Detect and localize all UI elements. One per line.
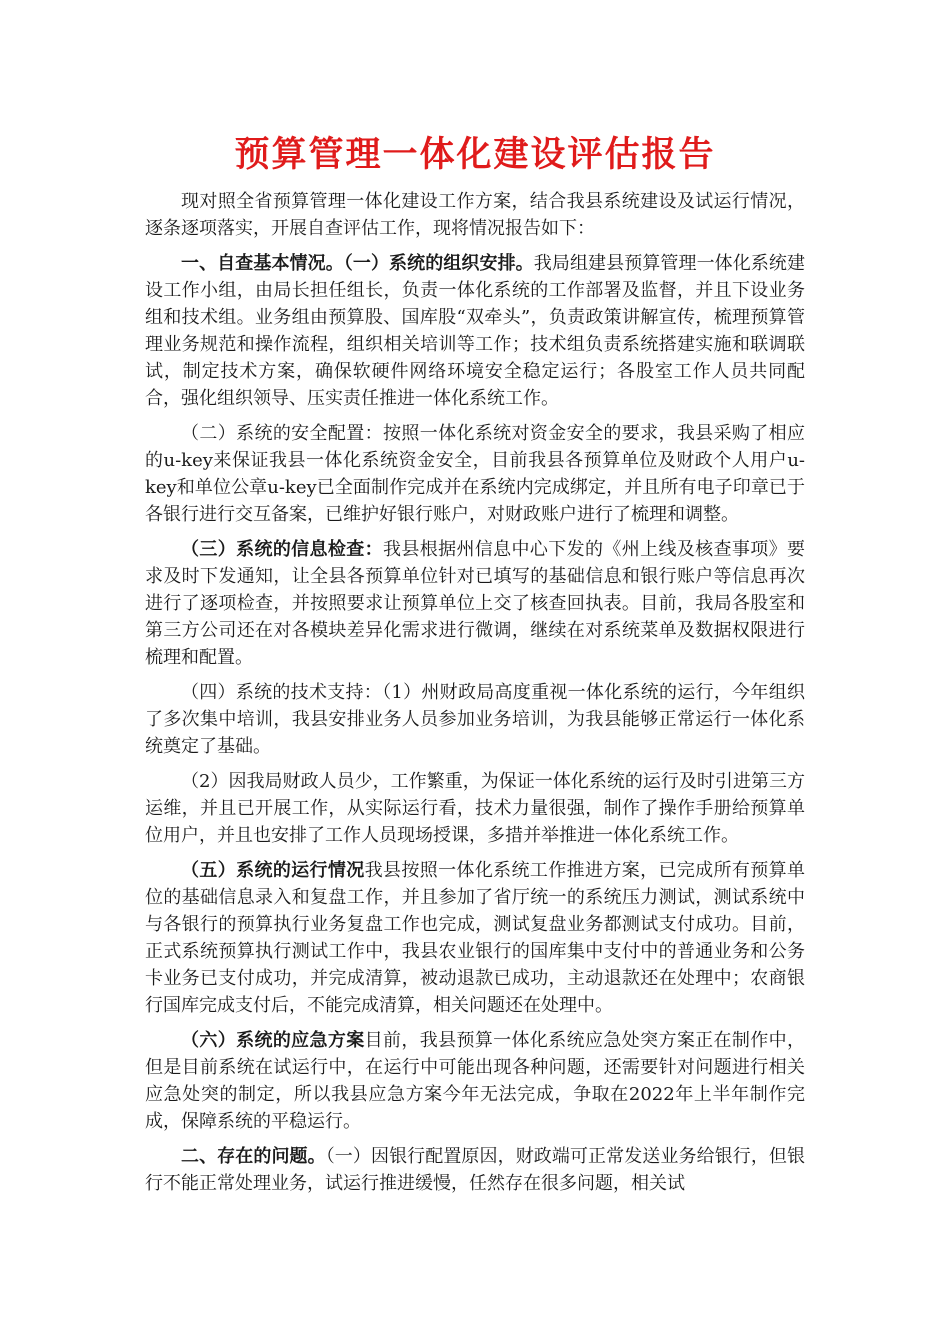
sub3-text: 我县根据州信息中心下发的《州上线及核查事项》要求及时下发通知，让全县各预算单位针对已填写的基础信息和银行账户等信息再次进行了逐项检查，并按照要求让预算单位上交了核查回执表。目前，我局各股室和第三方公司还在对各模块差异化需求进行微调，继续在对系统菜单及数据权限进行梳理和配置。 [145, 539, 805, 668]
sub5-text: 我县按照一体化系统工作推进方案，已完成所有预算单位的基础信息录入和复盘工作，并且参加了省厅统一的系统压力测试，测试系统中与各银行的预算执行业务复盘工作也完成，测试复盘业务都测试支付成功。目前，正式系统预算执行测试工作中，我县农业银行的国库集中支付中的普通业务和公务卡业务已支付成功，并完成清算，被动退款已成功，主动退款还在处理中；农商银行国库完成支付后，不能完成清算，相关问题还在处理中。 [145, 860, 806, 1016]
document-body [145, 188, 805, 1205]
sub6-paragraph [145, 1027, 805, 1135]
sub4-text-2: （2）因我局财政人员少，工作繁重，为保证一体化系统的运行及时引进第三方运维，并且已开展工作，从实际运行看，技术力量很强，制作了操作手册给预算单位用户，并且也安排了工作人员现场授课，多措并举推进一体化系统工作。 [145, 771, 805, 846]
sub3-paragraph [145, 536, 805, 671]
sub5-paragraph [145, 857, 805, 1019]
sub1-heading: （一）系统的组织安排。 [343, 253, 534, 274]
section2-paragraph [145, 1143, 805, 1197]
sub2-paragraph [145, 420, 805, 528]
document-title: 预算管理一体化建设评估报告 [234, 134, 716, 175]
section2-heading: 二、存在的问题。 [181, 1146, 326, 1167]
sub4-paragraph [145, 679, 805, 760]
section1-sub1-paragraph [145, 250, 805, 412]
section1-heading: 一、自查基本情况。 [181, 253, 344, 274]
sub5-heading: （五）系统的运行情况 [181, 860, 365, 881]
section2-text: （一）因银行配置原因，财政端可正常发送业务给银行，但银行不能正常处理业务，试运行推进缓慢，任然存在很多问题，相关试 [145, 1146, 806, 1194]
sub6-text: 目前，我县预算一体化系统应急处突方案正在制作中，但是目前系统在试运行中，在运行中可能出现各种问题，还需要针对问题进行相关应急处突的制定，所以我县应急方案今年无法完成，争取在2022年上半年制作完成，保障系统的平稳运行。 [145, 1030, 806, 1132]
intro-paragraph [145, 188, 805, 242]
sub1-text: 我局组建县预算管理一体化系统建设工作小组，由局长担任组长，负责一体化系统的工作部署及监督，并且下设业务组和技术组。业务组由预算股、国库股“双牵头”，负责政策讲解宣传，梳理预算管理业务规范和操作流程，组织相关培训等工作；技术组负责系统搭建实施和联调联试，制定技术方案，确保软硬件网络环境安全稳定运行；各股室工作人员共同配合，强化组织领导、压实责任推进一体化系统工作。 [145, 253, 806, 409]
sub3-heading: （三）系统的信息检查： [181, 539, 383, 560]
sub2-text: （二）系统的安全配置：按照一体化系统对资金安全的要求，我县采购了相应的u-key来保证我县一体化系统资金安全，目前我县各预算单位及财政个人用户u-key和单位公章u-key已全面制作完成并在系统内完成绑定，并且所有电子印章已于各银行进行交互备案，已维护好银行账户，对财政账户进行了梳理和调整。 [145, 423, 805, 525]
sub4-text: （四）系统的技术支持：（1）州财政局高度重视一体化系统的运行，今年组织了多次集中培训，我县安排业务人员参加业务培训，为我县能够正常运行一体化系统奠定了基础。 [145, 682, 805, 757]
sub6-heading: （六）系统的应急方案 [181, 1030, 365, 1051]
intro-text: 现对照全省预算管理一体化建设工作方案，结合我县系统建设及试运行情况，逐条逐项落实，开展自查评估工作，现将情况报告如下： [145, 191, 805, 239]
sub4-paragraph-2 [145, 768, 805, 849]
